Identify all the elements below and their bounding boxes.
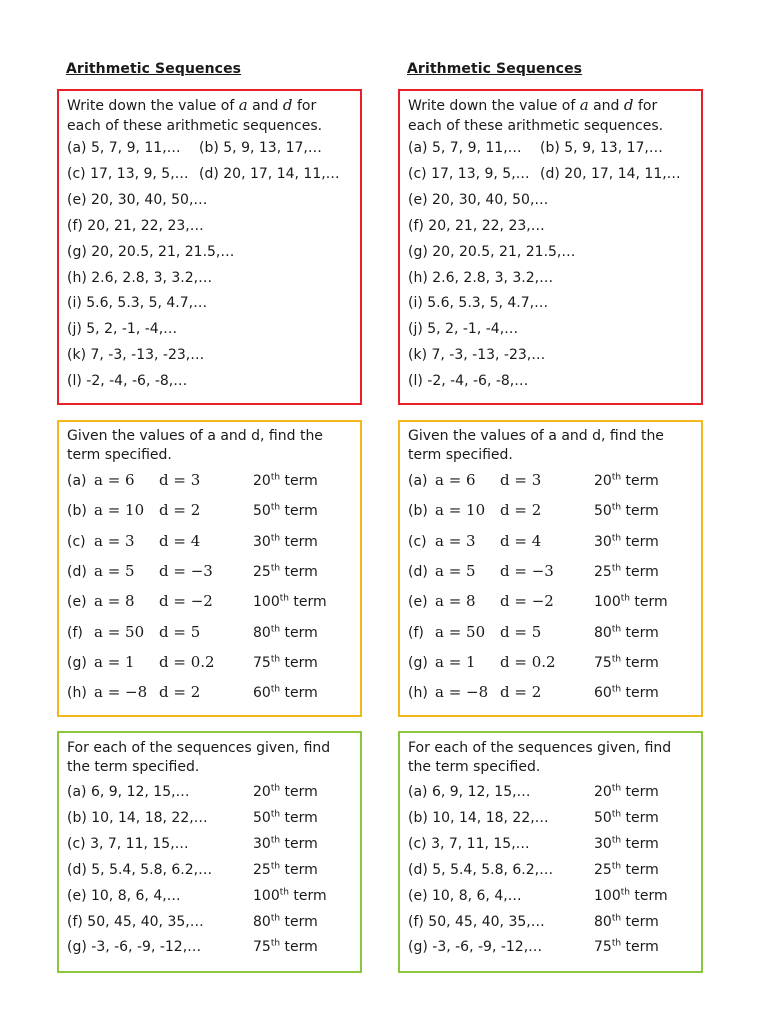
term-specified: [253, 473, 318, 489]
sequence-item: (f) 50, 45, 40, 35,…: [408, 913, 545, 930]
term-number: 25: [594, 861, 612, 878]
term-specified: [253, 810, 318, 826]
sequence-item: (k) 7, -3, -13, -23,…: [408, 347, 546, 364]
ordinal-suffix: th: [270, 938, 281, 949]
box-instructions: [67, 95, 322, 136]
ordinal-suffix: th: [611, 472, 622, 483]
sequence-item: (c) 17, 13, 9, 5,…: [408, 165, 530, 182]
question-label: (f): [67, 624, 83, 641]
sequence-item: (d) 5, 5.4, 5.8, 6.2,…: [408, 861, 554, 878]
box-instructions: [408, 427, 664, 465]
sequence-item: (b) 10, 14, 18, 22,…: [408, 809, 549, 826]
ordinal-suffix: th: [611, 623, 622, 634]
variable-a: a: [579, 96, 589, 114]
ordinal-suffix: th: [270, 532, 281, 543]
sequence-item: (f) 20, 21, 22, 23,…: [408, 217, 545, 234]
term-word: term: [280, 939, 318, 956]
instruction-text: For each of the sequences given, find: [67, 740, 331, 756]
term-word: term: [280, 809, 318, 826]
term-number: 75: [253, 654, 271, 671]
sequence-item: (c) 3, 7, 11, 15,…: [408, 835, 530, 852]
ordinal-suffix: th: [270, 472, 281, 483]
sequence-item: (e) 10, 8, 6, 4,…: [408, 887, 522, 904]
d-value: d = 3: [159, 471, 201, 489]
d-value: d = −3: [500, 561, 554, 580]
box-instructions: [408, 95, 663, 136]
term-number: 75: [594, 654, 612, 671]
term-word: term: [280, 861, 318, 878]
a-value: a = 6: [94, 471, 135, 489]
term-number: 25: [253, 563, 271, 580]
d-value: d = 2: [159, 501, 201, 520]
sequence-item: (b) 10, 14, 18, 22,…: [67, 809, 208, 826]
question-label: (g): [67, 654, 87, 671]
term-specified: [253, 594, 327, 610]
ordinal-suffix: th: [270, 783, 281, 794]
d-value: d = −3: [159, 561, 213, 580]
term-specified: [253, 784, 318, 800]
term-number: 20: [253, 473, 271, 489]
variable-a: a: [238, 96, 248, 114]
term-specified: [594, 685, 659, 701]
instruction-text: each of these arithmetic sequences.: [408, 118, 664, 134]
term-word: term: [621, 913, 659, 930]
ordinal-suffix: th: [270, 654, 281, 665]
a-value: a = 10: [94, 501, 145, 520]
term-number: 20: [594, 473, 612, 489]
term-specified: [594, 810, 659, 826]
sequence-item: (g) 20, 20.5, 21, 21.5,…: [408, 243, 576, 260]
term-word: term: [621, 861, 659, 878]
question-label: (c): [408, 533, 427, 550]
term-word: term: [280, 473, 318, 489]
question-label: (b): [408, 503, 428, 520]
term-word: term: [621, 685, 659, 702]
term-number: 50: [594, 503, 612, 520]
given-a-and-d-box: [57, 420, 362, 717]
term-word: term: [621, 533, 659, 550]
ordinal-suffix: th: [611, 809, 622, 820]
term-specified: [253, 534, 318, 550]
a-value: a = 3: [94, 531, 135, 550]
find-a-and-d-box: [398, 89, 703, 405]
term-word: term: [621, 473, 659, 489]
term-specified: [253, 564, 318, 580]
term-number: 100: [594, 594, 621, 611]
term-specified: [253, 503, 318, 519]
term-number: 100: [594, 887, 621, 904]
a-value: a = 5: [94, 561, 135, 580]
instruction-text: Write down the value of: [67, 98, 239, 114]
term-specified: [594, 914, 659, 930]
ordinal-suffix: th: [270, 861, 281, 872]
sequence-item: (h) 2.6, 2.8, 3, 3.2,…: [408, 269, 554, 286]
term-specified: [253, 625, 318, 641]
ordinal-suffix: th: [270, 684, 281, 695]
question-label: (f): [408, 624, 424, 641]
term-specified: [594, 888, 668, 904]
d-value: d = 4: [159, 531, 201, 550]
term-number: 60: [253, 685, 271, 702]
term-number: 50: [253, 503, 271, 520]
a-value: a = −8: [435, 683, 489, 702]
instruction-text: and: [588, 98, 624, 114]
term-number: 80: [253, 913, 271, 930]
question-label: (a): [67, 473, 87, 489]
term-word: term: [280, 654, 318, 671]
term-specified: [594, 784, 659, 800]
ordinal-suffix: th: [279, 593, 289, 604]
instruction-text: for: [292, 98, 317, 114]
instruction-text: For each of the sequences given, find: [408, 740, 672, 756]
sequence-item: (e) 10, 8, 6, 4,…: [67, 887, 181, 904]
d-value: d = 2: [500, 501, 542, 520]
question-label: (c): [67, 533, 86, 550]
question-label: (h): [67, 685, 87, 702]
ordinal-suffix: th: [611, 502, 622, 513]
box-instructions: [408, 739, 671, 777]
instruction-text: term specified.: [67, 447, 172, 463]
term-word: term: [280, 503, 318, 520]
sequence-item: (a) 6, 9, 12, 15,…: [67, 784, 190, 800]
sequence-item: (a) 5, 7, 9, 11,…: [408, 140, 522, 156]
ordinal-suffix: th: [270, 809, 281, 820]
ordinal-suffix: th: [270, 623, 281, 634]
term-number: 30: [594, 835, 612, 852]
term-specified: [253, 914, 318, 930]
term-word: term: [288, 887, 327, 904]
ordinal-suffix: th: [270, 912, 281, 923]
instruction-text: Given the values of a and d, find the: [408, 428, 664, 444]
term-number: 30: [253, 533, 271, 550]
instruction-text: for: [633, 98, 658, 114]
sequence-item: (d) 20, 17, 14, 11,…: [540, 165, 681, 182]
term-specified: [594, 655, 659, 671]
term-number: 75: [594, 939, 612, 956]
term-number: 80: [594, 913, 612, 930]
term-number: 80: [253, 624, 271, 641]
term-word: term: [621, 563, 659, 580]
sequence-item: (j) 5, 2, -1, -4,…: [408, 321, 519, 338]
ordinal-suffix: th: [270, 835, 281, 846]
a-value: a = 8: [94, 592, 135, 611]
term-word: term: [621, 624, 659, 641]
instruction-text: the term specified.: [67, 759, 200, 775]
d-value: d = 4: [500, 531, 542, 550]
d-value: d = 0.2: [500, 652, 556, 671]
d-value: d = 0.2: [159, 652, 215, 671]
sequence-item: (i) 5.6, 5.3, 5, 4.7,…: [408, 295, 549, 312]
variable-d: d: [282, 96, 293, 114]
ordinal-suffix: th: [270, 502, 281, 513]
sequence-term-box: [57, 731, 362, 973]
sequence-item: (b) 5, 9, 13, 17,…: [199, 140, 322, 156]
worksheet-title: Arithmetic Sequences: [66, 61, 242, 77]
instruction-text: and: [247, 98, 283, 114]
question-label: (g): [408, 654, 428, 671]
a-value: a = 10: [435, 501, 486, 520]
question-label: (e): [67, 594, 87, 611]
sequence-term-box: [398, 731, 703, 973]
term-specified: [594, 503, 659, 519]
question-label: (h): [408, 685, 428, 702]
sequence-item: (i) 5.6, 5.3, 5, 4.7,…: [67, 295, 208, 312]
term-word: term: [288, 594, 327, 611]
question-label: (b): [67, 503, 87, 520]
term-number: 100: [253, 594, 280, 611]
sequence-item: (d) 5, 5.4, 5.8, 6.2,…: [67, 861, 213, 878]
term-specified: [594, 625, 659, 641]
ordinal-suffix: th: [611, 938, 622, 949]
d-value: d = −2: [159, 592, 213, 611]
term-word: term: [280, 624, 318, 641]
term-number: 100: [253, 887, 280, 904]
term-specified: [594, 473, 659, 489]
term-word: term: [629, 594, 668, 611]
term-word: term: [621, 809, 659, 826]
d-value: d = 5: [159, 622, 201, 641]
term-word: term: [280, 685, 318, 702]
worksheet-title: Arithmetic Sequences: [407, 61, 583, 77]
term-number: 25: [253, 861, 271, 878]
term-word: term: [621, 835, 659, 852]
term-specified: [594, 836, 659, 852]
d-value: d = 2: [159, 683, 201, 702]
sequence-item: (h) 2.6, 2.8, 3, 3.2,…: [67, 269, 213, 286]
ordinal-suffix: th: [620, 593, 630, 604]
term-number: 20: [594, 784, 612, 800]
term-specified: [594, 534, 659, 550]
sequence-item: (a) 6, 9, 12, 15,…: [408, 784, 531, 800]
sequence-item: (c) 3, 7, 11, 15,…: [67, 835, 189, 852]
term-specified: [253, 685, 318, 701]
sequence-item: (b) 5, 9, 13, 17,…: [540, 140, 663, 156]
given-a-and-d-box: [398, 420, 703, 717]
a-value: a = 3: [435, 531, 476, 550]
term-word: term: [629, 887, 668, 904]
term-word: term: [280, 835, 318, 852]
term-specified: [594, 862, 659, 878]
variable-d: d: [623, 96, 634, 114]
ordinal-suffix: th: [611, 835, 622, 846]
term-word: term: [621, 784, 659, 800]
term-word: term: [621, 654, 659, 671]
term-number: 25: [594, 563, 612, 580]
d-value: d = −2: [500, 592, 554, 611]
sequence-item: (e) 20, 30, 40, 50,…: [408, 191, 549, 208]
a-value: a = 5: [435, 561, 476, 580]
term-number: 30: [594, 533, 612, 550]
a-value: a = 1: [435, 652, 476, 671]
ordinal-suffix: th: [270, 563, 281, 574]
question-label: (d): [67, 563, 87, 580]
instruction-text: the term specified.: [408, 759, 541, 775]
sequence-item: (g) -3, -6, -9, -12,…: [408, 939, 543, 956]
term-word: term: [621, 503, 659, 520]
instruction-text: each of these arithmetic sequences.: [67, 118, 323, 134]
sequence-item: (c) 17, 13, 9, 5,…: [67, 165, 189, 182]
term-word: term: [621, 939, 659, 956]
ordinal-suffix: th: [611, 563, 622, 574]
term-number: 75: [253, 939, 271, 956]
sequence-item: (d) 20, 17, 14, 11,…: [199, 165, 340, 182]
sequence-item: (j) 5, 2, -1, -4,…: [67, 321, 178, 338]
term-word: term: [280, 533, 318, 550]
sequence-item: (f) 50, 45, 40, 35,…: [67, 913, 204, 930]
ordinal-suffix: th: [611, 912, 622, 923]
term-specified: [594, 594, 668, 610]
term-word: term: [280, 784, 318, 800]
a-value: a = −8: [94, 683, 148, 702]
term-word: term: [280, 913, 318, 930]
a-value: a = 8: [435, 592, 476, 611]
find-a-and-d-box: [57, 89, 362, 405]
instruction-text: Write down the value of: [408, 98, 580, 114]
d-value: d = 5: [500, 622, 542, 641]
term-number: 80: [594, 624, 612, 641]
term-number: 50: [594, 809, 612, 826]
question-label: (e): [408, 594, 428, 611]
term-number: 30: [253, 835, 271, 852]
ordinal-suffix: th: [620, 886, 630, 897]
sequence-item: (g) 20, 20.5, 21, 21.5,…: [67, 243, 235, 260]
ordinal-suffix: th: [611, 861, 622, 872]
ordinal-suffix: th: [279, 886, 289, 897]
box-instructions: [67, 427, 323, 465]
sequence-item: (e) 20, 30, 40, 50,…: [67, 191, 208, 208]
question-label: (a): [408, 473, 428, 489]
sequence-item: (a) 5, 7, 9, 11,…: [67, 140, 181, 156]
ordinal-suffix: th: [611, 684, 622, 695]
term-number: 50: [253, 809, 271, 826]
ordinal-suffix: th: [611, 654, 622, 665]
term-specified: [253, 836, 318, 852]
sequence-item: (l) -2, -4, -6, -8,…: [408, 373, 529, 390]
question-label: (d): [408, 563, 428, 580]
a-value: a = 50: [435, 622, 486, 641]
sequence-item: (g) -3, -6, -9, -12,…: [67, 939, 202, 956]
term-specified: [594, 564, 659, 580]
a-value: a = 1: [94, 652, 135, 671]
term-specified: [253, 862, 318, 878]
a-value: a = 6: [435, 471, 476, 489]
box-instructions: [67, 739, 330, 777]
a-value: a = 50: [94, 622, 145, 641]
term-specified: [253, 939, 318, 955]
term-word: term: [280, 563, 318, 580]
ordinal-suffix: th: [611, 783, 622, 794]
d-value: d = 3: [500, 471, 542, 489]
term-number: 20: [253, 784, 271, 800]
instruction-text: Given the values of a and d, find the: [67, 428, 323, 444]
d-value: d = 2: [500, 683, 542, 702]
ordinal-suffix: th: [611, 532, 622, 543]
sequence-item: (k) 7, -3, -13, -23,…: [67, 347, 205, 364]
sequence-item: (l) -2, -4, -6, -8,…: [67, 373, 188, 390]
instruction-text: term specified.: [408, 447, 513, 463]
term-specified: [253, 655, 318, 671]
sequence-item: (f) 20, 21, 22, 23,…: [67, 217, 204, 234]
term-specified: [594, 939, 659, 955]
term-number: 60: [594, 685, 612, 702]
term-specified: [253, 888, 327, 904]
